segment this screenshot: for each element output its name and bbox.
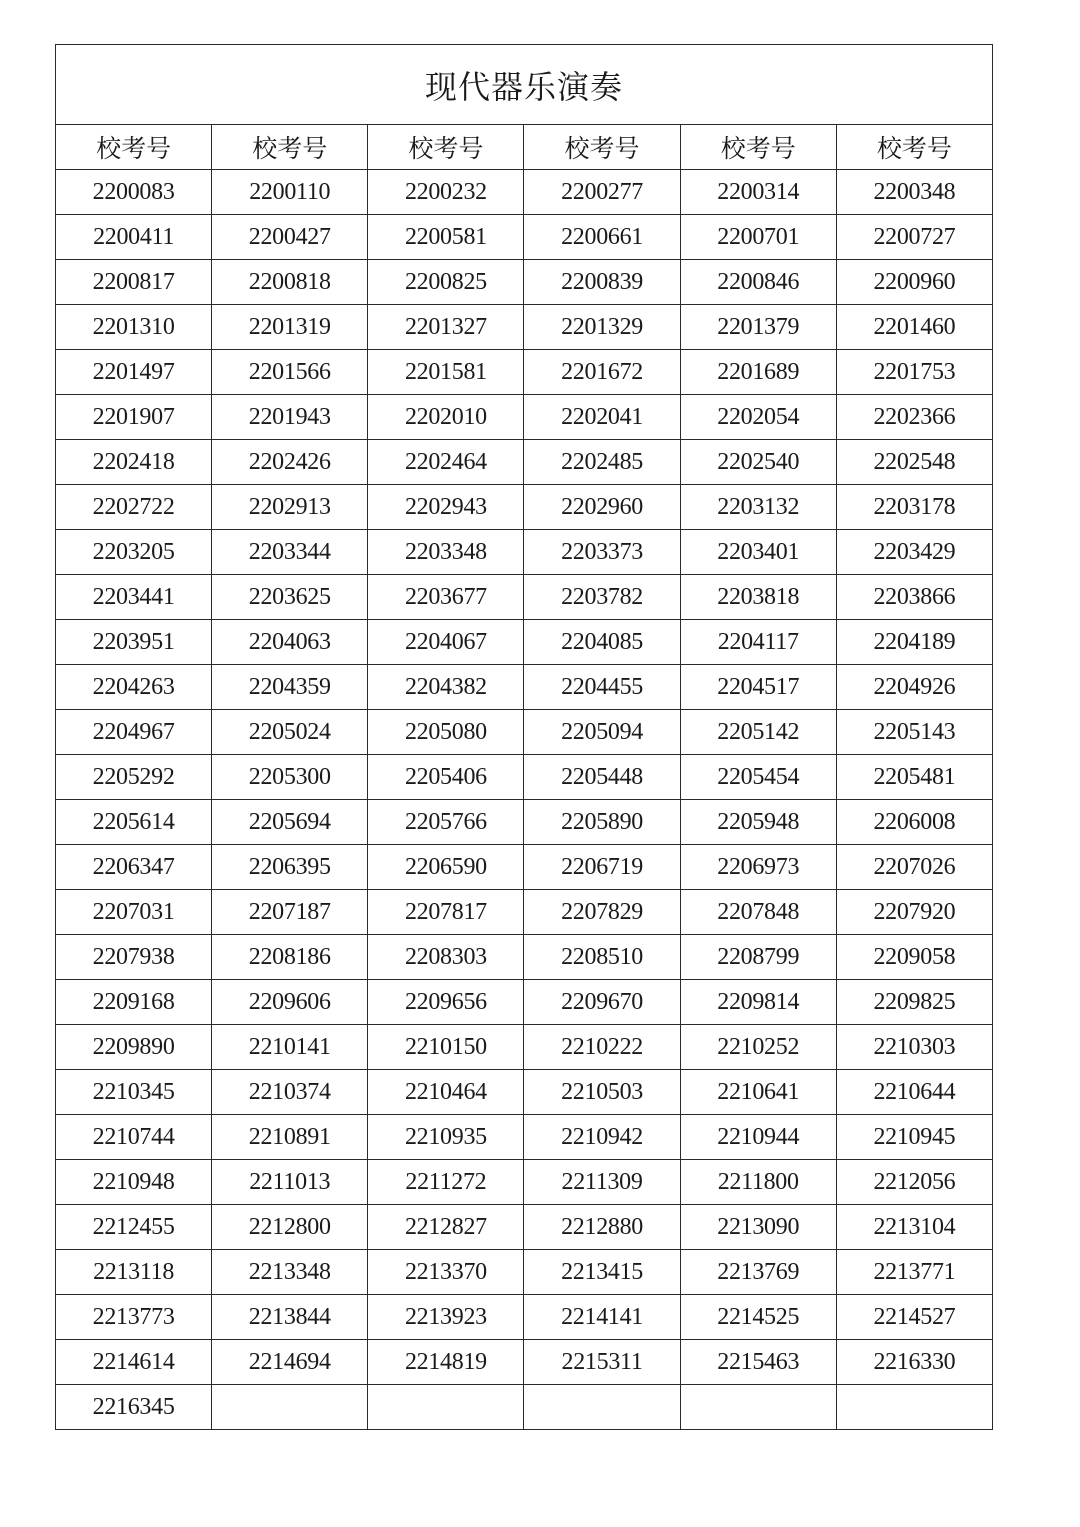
header-row [56,125,993,170]
exam-number-cell: 2210222 [524,1025,680,1070]
exam-number-cell: 2205142 [680,710,836,755]
exam-number-cell: 2204517 [680,665,836,710]
exam-number-cell: 2205766 [368,800,524,845]
exam-number-cell: 2204063 [212,620,368,665]
exam-number-cell: 2203625 [212,575,368,620]
exam-number-cell: 2203205 [56,530,212,575]
table-row [56,800,993,845]
table-row [56,530,993,575]
exam-number-cell: 2209890 [56,1025,212,1070]
exam-number-cell: 2210891 [212,1115,368,1160]
exam-number-cell: 2205024 [212,710,368,755]
exam-number-cell: 2200110 [212,170,368,215]
exam-number-cell: 2205448 [524,755,680,800]
exam-number-cell [524,1385,680,1430]
exam-number-cell: 2203348 [368,530,524,575]
exam-number-cell: 2207829 [524,890,680,935]
table-row [56,305,993,350]
table-row [56,665,993,710]
exam-number-cell: 2209058 [836,935,992,980]
exam-number-cell: 2211013 [212,1160,368,1205]
exam-number-cell: 2200817 [56,260,212,305]
exam-number-cell [212,1385,368,1430]
exam-number-cell: 2207817 [368,890,524,935]
exam-number-cell: 2202960 [524,485,680,530]
exam-number-cell: 2206973 [680,845,836,890]
exam-number-cell: 2206395 [212,845,368,890]
exam-number-cell: 2210374 [212,1070,368,1115]
table-row [56,170,993,215]
exam-number-cell: 2212800 [212,1205,368,1250]
exam-number-cell: 2200960 [836,260,992,305]
exam-number-cell: 2213370 [368,1250,524,1295]
table-row [56,1340,993,1385]
exam-number-cell: 2210945 [836,1115,992,1160]
table-row [56,710,993,755]
table-row [56,395,993,440]
exam-number-cell: 2210935 [368,1115,524,1160]
table-row [56,1160,993,1205]
table-row [56,890,993,935]
exam-number-cell: 2201907 [56,395,212,440]
exam-number-cell: 2209814 [680,980,836,1025]
exam-number-cell: 2202366 [836,395,992,440]
exam-number-cell: 2202943 [368,485,524,530]
exam-number-cell: 2202540 [680,440,836,485]
exam-number-cell: 2212056 [836,1160,992,1205]
table-row [56,620,993,665]
exam-number-cell: 2215311 [524,1340,680,1385]
column-header-3: 校考号 [368,125,524,170]
exam-number-cell: 2204085 [524,620,680,665]
exam-number-cell: 2200727 [836,215,992,260]
table-row [56,1205,993,1250]
exam-number-cell: 2205143 [836,710,992,755]
exam-number-cell: 2213415 [524,1250,680,1295]
exam-number-cell: 2205948 [680,800,836,845]
exam-number-cell: 2201460 [836,305,992,350]
exam-number-cell: 2200427 [212,215,368,260]
exam-number-cell: 2213773 [56,1295,212,1340]
exam-number-cell: 2210141 [212,1025,368,1070]
exam-number-cell: 2201379 [680,305,836,350]
exam-number-cell: 2201497 [56,350,212,395]
exam-number-cell: 2210252 [680,1025,836,1070]
exam-number-cell: 2210641 [680,1070,836,1115]
exam-number-cell: 2214141 [524,1295,680,1340]
exam-number-cell: 2205080 [368,710,524,755]
exam-number-cell: 2204067 [368,620,524,665]
exam-number-cell: 2204117 [680,620,836,665]
exam-number-cell: 2205481 [836,755,992,800]
exam-number-cell: 2213104 [836,1205,992,1250]
exam-number-cell: 2200661 [524,215,680,260]
exam-number-cell: 2210744 [56,1115,212,1160]
exam-number-cell: 2201566 [212,350,368,395]
exam-number-cell: 2203401 [680,530,836,575]
column-header-2: 校考号 [212,125,368,170]
exam-number-cell: 2207920 [836,890,992,935]
table-row [56,980,993,1025]
column-header-5: 校考号 [680,125,836,170]
exam-number-cell: 2200839 [524,260,680,305]
exam-number-cell: 2210942 [524,1115,680,1160]
exam-number-cell: 2210464 [368,1070,524,1115]
exam-number-cell: 2206590 [368,845,524,890]
exam-number-cell: 2202426 [212,440,368,485]
exam-number-cell: 2214694 [212,1340,368,1385]
exam-number-cell: 2203373 [524,530,680,575]
exam-number-cell: 2205614 [56,800,212,845]
exam-number-cell: 2214614 [56,1340,212,1385]
table-row [56,1385,993,1430]
exam-number-cell: 2201672 [524,350,680,395]
exam-number-cell: 2214527 [836,1295,992,1340]
exam-number-cell: 2210948 [56,1160,212,1205]
exam-number-cell: 2209168 [56,980,212,1025]
exam-number-cell: 2202464 [368,440,524,485]
exam-number-cell: 2204382 [368,665,524,710]
exam-number-cell: 2205292 [56,755,212,800]
exam-number-cell: 2200411 [56,215,212,260]
exam-number-cell: 2200277 [524,170,680,215]
table-row [56,350,993,395]
exam-number-cell: 2204359 [212,665,368,710]
exam-number-cell [680,1385,836,1430]
exam-number-cell: 2207938 [56,935,212,980]
exam-number-cell: 2200701 [680,215,836,260]
table-row [56,935,993,980]
exam-number-cell: 2201753 [836,350,992,395]
exam-number-cell: 2213348 [212,1250,368,1295]
exam-number-cell: 2203866 [836,575,992,620]
exam-number-cell: 2202722 [56,485,212,530]
exam-number-cell: 2208799 [680,935,836,980]
exam-number-cell: 2203782 [524,575,680,620]
table-row [56,215,993,260]
exam-number-cell: 2211309 [524,1160,680,1205]
exam-number-cell: 2203677 [368,575,524,620]
exam-number-cell: 2204967 [56,710,212,755]
exam-number-cell: 2201689 [680,350,836,395]
table-row [56,845,993,890]
exam-number-cell: 2213844 [212,1295,368,1340]
exam-number-cell: 2201319 [212,305,368,350]
table-row [56,575,993,620]
table-row [56,260,993,305]
exam-number-cell: 2210503 [524,1070,680,1115]
exam-number-cell: 2201310 [56,305,212,350]
exam-number-cell: 2203344 [212,530,368,575]
exam-number-cell: 2204455 [524,665,680,710]
exam-number-cell: 2205454 [680,755,836,800]
exam-number-cell: 2209825 [836,980,992,1025]
exam-number-cell: 2213118 [56,1250,212,1295]
exam-number-cell: 2206008 [836,800,992,845]
exam-number-cell: 2212880 [524,1205,680,1250]
exam-number-cell: 2216330 [836,1340,992,1385]
exam-number-cell: 2213771 [836,1250,992,1295]
exam-number-cell: 2210150 [368,1025,524,1070]
exam-number-cell: 2214525 [680,1295,836,1340]
title-row [56,45,993,125]
exam-number-cell: 2200232 [368,170,524,215]
exam-number-cell: 2205300 [212,755,368,800]
exam-number-cell: 2205406 [368,755,524,800]
exam-number-cell: 2212827 [368,1205,524,1250]
table-row [56,1025,993,1070]
table-row [56,755,993,800]
exam-number-cell: 2213769 [680,1250,836,1295]
exam-number-cell: 2208510 [524,935,680,980]
exam-number-cell: 2200348 [836,170,992,215]
exam-number-cell: 2201581 [368,350,524,395]
exam-number-cell: 2201943 [212,395,368,440]
exam-number-cell: 2205890 [524,800,680,845]
exam-number-cell: 2213090 [680,1205,836,1250]
table-row [56,1115,993,1160]
exam-number-cell: 2200846 [680,260,836,305]
exam-number-cell: 2200581 [368,215,524,260]
exam-number-cell: 2201329 [524,305,680,350]
table-body [56,45,993,1430]
exam-number-table [55,44,993,1430]
exam-number-cell: 2204263 [56,665,212,710]
exam-number-cell: 2207031 [56,890,212,935]
table-row [56,440,993,485]
exam-number-cell: 2209656 [368,980,524,1025]
exam-number-cell: 2203818 [680,575,836,620]
exam-number-cell: 2203951 [56,620,212,665]
exam-number-cell: 2200818 [212,260,368,305]
table-row [56,485,993,530]
exam-number-cell [368,1385,524,1430]
exam-number-cell: 2212455 [56,1205,212,1250]
exam-number-cell: 2202054 [680,395,836,440]
exam-number-cell: 2202010 [368,395,524,440]
exam-number-cell: 2205694 [212,800,368,845]
exam-number-cell: 2209670 [524,980,680,1025]
exam-number-cell: 2202913 [212,485,368,530]
table-row [56,1295,993,1340]
exam-number-cell: 2211800 [680,1160,836,1205]
exam-number-cell: 2205094 [524,710,680,755]
exam-number-cell: 2209606 [212,980,368,1025]
exam-number-cell: 2213923 [368,1295,524,1340]
exam-number-cell: 2210944 [680,1115,836,1160]
table-row [56,1250,993,1295]
exam-number-cell: 2216345 [56,1385,212,1430]
exam-number-cell: 2210644 [836,1070,992,1115]
column-header-1: 校考号 [56,125,212,170]
exam-number-cell: 2211272 [368,1160,524,1205]
column-header-6: 校考号 [836,125,992,170]
exam-number-cell: 2214819 [368,1340,524,1385]
exam-number-cell: 2207187 [212,890,368,935]
exam-number-cell: 2203178 [836,485,992,530]
exam-number-cell: 2208186 [212,935,368,980]
exam-number-cell [836,1385,992,1430]
column-header-4: 校考号 [524,125,680,170]
exam-number-cell: 2204189 [836,620,992,665]
exam-number-cell: 2207026 [836,845,992,890]
exam-number-cell: 2200083 [56,170,212,215]
exam-number-cell: 2210303 [836,1025,992,1070]
exam-number-cell: 2210345 [56,1070,212,1115]
exam-number-cell: 2203429 [836,530,992,575]
exam-number-cell: 2207848 [680,890,836,935]
exam-number-cell: 2206347 [56,845,212,890]
table-title: 现代器乐演奏 [56,45,993,125]
exam-number-cell: 2202418 [56,440,212,485]
exam-number-cell: 2203132 [680,485,836,530]
exam-number-cell: 2202548 [836,440,992,485]
exam-number-cell: 2201327 [368,305,524,350]
exam-number-cell: 2203441 [56,575,212,620]
exam-number-cell: 2200314 [680,170,836,215]
exam-number-cell: 2206719 [524,845,680,890]
table-row [56,1070,993,1115]
exam-number-cell: 2208303 [368,935,524,980]
exam-number-cell: 2204926 [836,665,992,710]
exam-number-cell: 2200825 [368,260,524,305]
exam-number-cell: 2215463 [680,1340,836,1385]
exam-number-cell: 2202041 [524,395,680,440]
exam-number-cell: 2202485 [524,440,680,485]
